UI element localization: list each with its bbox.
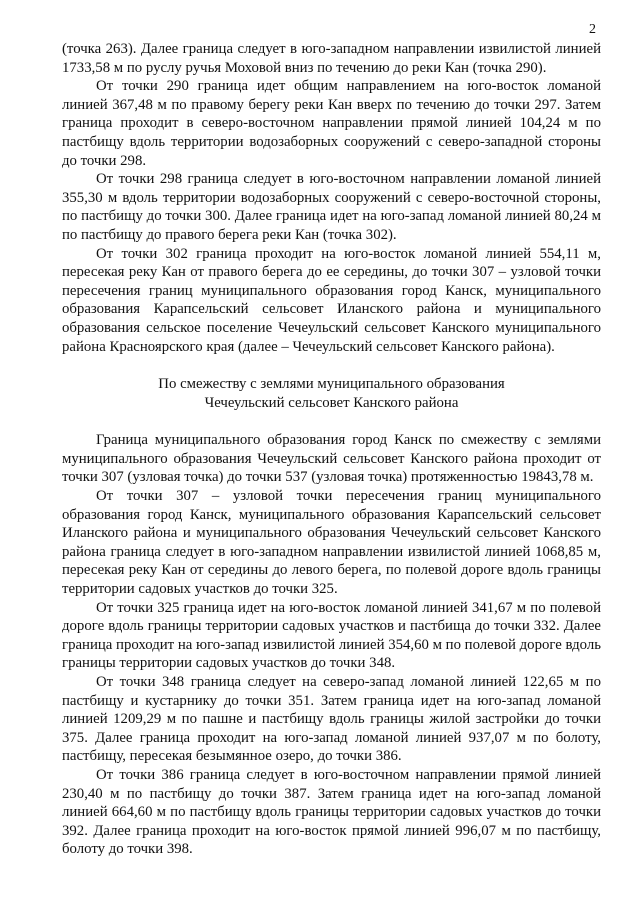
- section-title: [62, 375, 601, 412]
- paragraph-point-307: От точки 307 – узловой точки пересечения границ муниципального образования город Канск, муниципального образования Карапсельский сельсовет Иланского района и муниципального образования Чечеульский сельсовет Канского района граница следует в юго-западном направлении извилистой линией 1068,85 м, пересекая реку Кан от середины до левого берега, по полевой дороге вдоль границы территории садовых участков до точки 325.: [62, 488, 601, 598]
- paragraph-continuation: (точка 263). Далее граница следует в юго-западном направлении извилистой линией 1733,58 м по руслу ручья Моховой вниз по течению до реки Кан (точка 290).: [62, 41, 601, 76]
- document-body: [62, 40, 601, 859]
- paragraph-point-298: От точки 298 граница следует в юго-восточном направлении ломаной линией 355,30 м вдоль территории водозаборных сооружений с северо-восточной стороны, по пастбищу до точки 300. Далее граница идет на юго-запад ломаной линией 80,24 м по пастбищу до правого берега реки Кан (точка 302).: [62, 171, 601, 243]
- section-title-line-2: Чечеульский сельсовет Канского района: [204, 394, 459, 411]
- paragraph-point-325: От точки 325 граница идет на юго-восток ломаной линией 341,67 м по полевой дороге вдоль границы территории садовых участков и пастбища до точки 332. Далее граница проходит на юго-запад извилистой линией 354,60 м по полевой дороге вдоль границы территории садовых участков до точки 348.: [62, 599, 601, 672]
- section-title-line-1: По смежеству с землями муниципального образования: [158, 376, 505, 393]
- paragraph-point-290: От точки 290 граница идет общим направлением на юго-восток ломаной линией 367,48 м по правому берегу реки Кан вверх по течению до точки 297. Затем граница проходит в северо-восточном направлении прямой линией 104,24 м по пастбищу вдоль территории водозаборных сооружений с северо-западной стороны до точки 298.: [62, 78, 601, 169]
- paragraph-point-386: От точки 386 граница следует в юго-восточном направлении прямой линией 230,40 м по пастбищу до точки 387. Затем граница идет на юго-запад ломаной линией 664,60 м по пастбищу вдоль границы территории садовых участков до точки 392. Далее граница проходит на юго-восток прямой линией 996,07 м по пастбищу, болоту до точки 398.: [62, 766, 601, 858]
- paragraph-boundary-summary: Граница муниципального образования город Канск по смежеству с землями муниципального образования Чечеульский сельсовет Канского района проходит от точки 307 (узловая точка) до точки 537 (узловая точка) протяженностью 19843,78 м.: [62, 432, 601, 486]
- paragraph-point-302: От точки 302 граница проходит на юго-восток ломаной линией 554,11 м, пересекая реку Кан от правого берега до ее середины, до точки 307 – узловой точки пересечения границ муниципального образования город Канск, муниципального образования Карапсельский сельсовет Иланского района и муниципального образования сельское поселение Чечеульский сельсовет Канского муниципального района Красноярского края (далее – Чечеульский сельсовет Канского района).: [62, 245, 601, 355]
- paragraph-point-348: От точки 348 граница следует на северо-запад ломаной линией 122,65 м по пастбищу и кустарнику до точки 351. Затем граница идет на юго-запад ломаной линией 1209,29 м по пашне и пастбищу вдоль границы жилой застройки до точки 375. Далее граница проходит на юго-запад ломаной линией 937,07 м по болоту, пастбищу, пересекая безымянное озеро, до точки 386.: [62, 674, 601, 765]
- page-number: 2: [589, 22, 596, 37]
